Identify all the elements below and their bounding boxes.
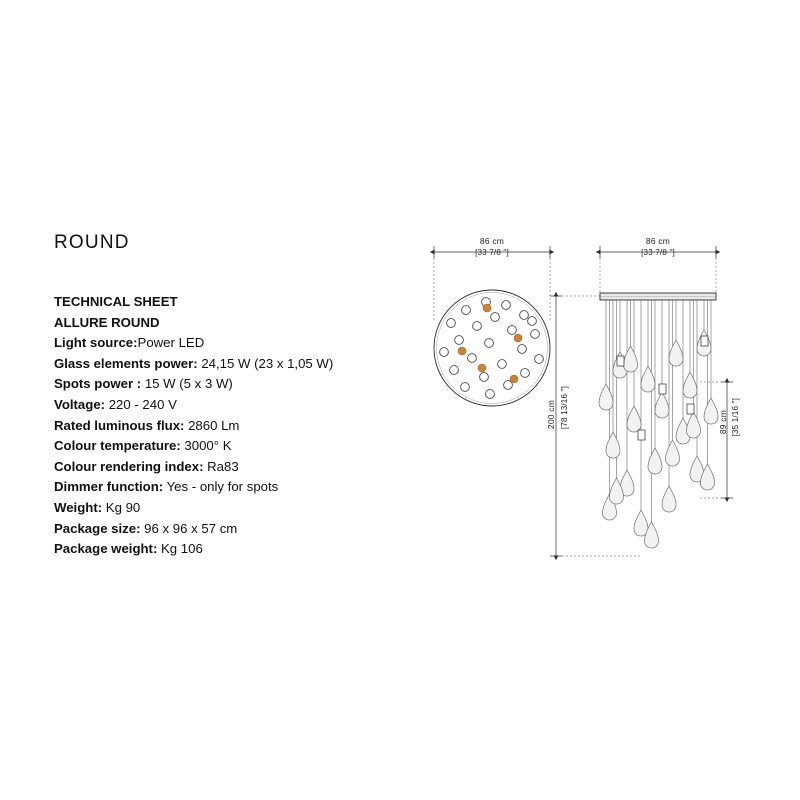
spec-heading-1 (54, 292, 394, 313)
spec-value: 220 - 240 V (105, 396, 177, 412)
front-view-glass-drops (599, 330, 718, 548)
specification-list (54, 292, 394, 560)
spec-value: 2860 Lm (184, 417, 240, 433)
spec-label: Light source: (54, 335, 138, 351)
spec-row-package-weight (54, 539, 394, 560)
spec-row-voltage (54, 395, 394, 416)
spec-label: Package size: (54, 520, 141, 536)
front-view-ceiling-plate (600, 293, 716, 300)
spec-row-glass-elements-power (54, 354, 394, 375)
spec-label: Voltage: (54, 396, 106, 412)
spec-value: Kg 106 (157, 541, 203, 557)
spec-value: Yes - only for spots (163, 479, 279, 495)
front-view-drop-height-dimension (700, 382, 733, 498)
spec-row-package-size (54, 519, 394, 540)
front-view-pendants (606, 300, 711, 522)
spec-row-dimmer-function (54, 477, 394, 498)
spec-label: Rated luminous flux: (54, 417, 185, 433)
top-view-plate (434, 290, 550, 406)
front-view-width-label: 86 cm [33 7/8 "] (641, 236, 675, 257)
spec-value: 15 W (5 x 3 W) (141, 376, 233, 392)
spec-value: Ra83 (203, 458, 239, 474)
spec-label: Spots power : (54, 376, 142, 392)
front-view-spot-fixtures (617, 336, 708, 440)
spec-label: Colour temperature: (54, 438, 181, 454)
front-view-drop-height-cm-label: 89 cm (718, 410, 728, 435)
spec-label: Weight: (54, 499, 103, 515)
spec-value: 96 x 96 x 57 cm (140, 520, 238, 536)
spec-label: Dimmer function: (54, 479, 164, 495)
spec-row-light-source (54, 333, 394, 354)
spec-row-rated-luminous-flux (54, 416, 394, 437)
spec-value: Kg 90 (102, 499, 141, 515)
spec-value: Power LED (137, 335, 205, 351)
spec-heading-2 (54, 313, 394, 334)
spec-row-spots-power (54, 374, 394, 395)
spec-heading-1-label: TECHNICAL SHEET (54, 294, 178, 309)
spec-value: 24,15 W (23 x 1,05 W) (197, 355, 334, 371)
spec-value: 3000° K (180, 438, 232, 454)
top-view-width-label: 86 cm [33 7/8 "] (475, 236, 509, 257)
front-view-total-height-cm-label: 200 cm (546, 400, 556, 430)
spec-row-colour-temperature (54, 436, 394, 457)
page-title: ROUND (54, 232, 130, 253)
front-view-drop-height-in-label: [35 1/16 "] (731, 398, 740, 437)
front-view-total-height-in-label: [78 13/16 "] (560, 386, 569, 430)
spec-label: Colour rendering index: (54, 458, 204, 474)
spec-row-colour-rendering-index (54, 457, 394, 478)
spec-row-weight (54, 498, 394, 519)
spec-heading-2-label: ALLURE ROUND (54, 314, 160, 330)
spec-label: Glass elements power: (54, 355, 198, 371)
spec-label: Package weight: (54, 541, 158, 557)
